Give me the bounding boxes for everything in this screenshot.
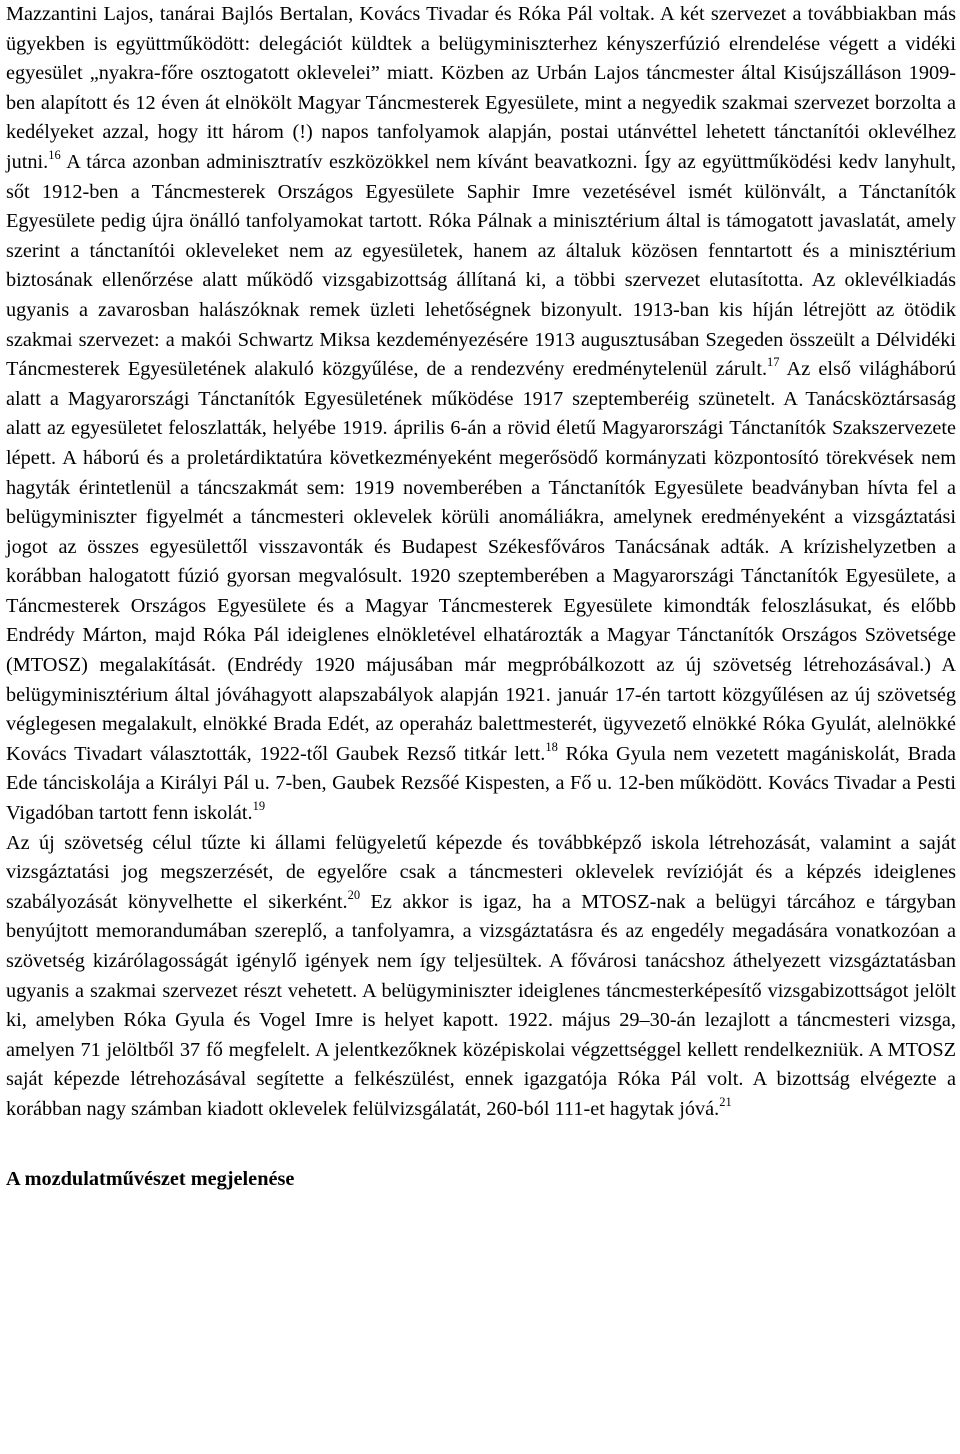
paragraph-text: Ez akkor is igaz, ha a MTOSZ-nak a belügyi tárcához e tárgyban benyújtott memorandumában szereplő, a tanfolyamra, a vizsgáztatásra és az engedély megadására vonatkozóan a szövetség kizárólagosságát igénylő igények nem így teljesültek. A fővárosi tanácshoz áthelyezett vizsgáztatásban ugyanis a szakmai szervezet részt vehetett. A belügyminiszter ideiglenes táncmesterképesítő vizsgabizottságot jelölt ki, amelyben Róka Gyula és Vogel Imre is helyet kapott. 1922. május 29–30-án lezajlott a táncmesteri vizsga, amelyen 71 jelöltből 37 fő megfelelt. A jelentkezőknek középiskolai végzettséggel kellett rendelkezniük. A MTOSZ saját képezde létrehozásával segítette a felkészülést, ennek igazgatója Róka Pál volt. A bizottság elvégezte a korábban nagy számban kiadott oklevelek felülvizsgálatát, 260-ból 111-et hagytak jóvá. [6,890,956,1120]
paragraph-text: A tárca azonban adminisztratív eszközökkel nem kívánt beavatkozni. Így az együttműködési kedv lanyhult, sőt 1912-ben a Táncmesterek Országos Egyesülete Saphir Imre vezetésével ismét különvált, a Tánctanítók Egyesülete pedig újra önálló tanfolyamokat tartott. Róka Pálnak a minisztérium által is támogatott javaslatát, amely szerint a tánctanítói okleveleket nem az egyesületek, hanem az általuk közösen fenntartott és a minisztérium biztosának ellenőrzése alatt működő vizsgabizottság állítaná ki, a többi szervezet elutasította. Az oklevélkiadás ugyanis a zavarosban halászóknak remek üzleti lehetőségnek bizonyult. 1913-ban kis híján létrejött az ötödik szakmai szervezet: a makói Schwartz Miksa kezdeményezésére 1913 augusztusában Szegeden összeült a Délvidéki Táncmesterek Egyesületének alakuló közgyűlése, de a rendezvény eredménytelenül zárult. [6,150,956,381]
paragraph-1 [6,0,956,829]
footnote-ref[interactable]: 21 [719,1095,732,1110]
paragraph-text: Mazzantini Lajos, tanárai Bajlós Bertalan, Kovács Tivadar és Róka Pál voltak. A két szervezet a továbbiakban más ügyekben is együttműködött: delegációt küldtek a belügyminiszterhez kényszerfúzió elrendelése végett a vidéki egyesület „nyakra-főre osztogatott oklevelei” miatt. Közben az Urbán Lajos táncmester által Kisújszálláson 1909-ben alapított és 12 éven át elnökölt Magyar Táncmesterek Egyesülete, mint a negyedik szakmai szervezet borzolta a kedélyeket azzal, hogy itt három (!) napos tanfolyamok alapján, postai utánvéttel lehetett tánctanítói oklevélhez jutni. [6,3,956,173]
paragraph-text: Az első világháború alatt a Magyarországi Tánctanítók Egyesületének működése 1917 szeptemberéig szünetelt. A Tanácsköztársaság alatt az egyesületet feloszlatták, helyébe 1919. április 6-án a rövid életű Magyarországi Tánctanítók Szakszervezete lépett. A háború és a proletárdiktatúra következményeként megerősödő kormányzati központosító törekvések nem hagyták érintetlenül a táncszakmát sem: 1919 novemberében a Tánctanítók Egyesülete beadványban hívta fel a belügyminiszter figyelmét a táncmesteri oklevelek körüli anomáliákra, amelynek eredményeként a vizsgáztatási jogot az összes egyesülettől visszavonták és Budapest Székesfőváros Tanácsának adták. A krízishelyzetben a korábban halogatott fúzió gyorsan megvalósult. 1920 szeptemberében a Magyarországi Tánctanítók Egyesülete, a Táncmesterek Országos Egyesülete és a Magyar Táncmesterek Egyesülete kimondták feloszlásukat, és előbb Endrédy Márton, majd Róka Pál ideiglenes elnökletével elhatározták a Magyar Tánctanítók Országos Szövetsége (MTOSZ) megalakítását. (Endrédy 1920 májusában már megpróbálkozott az új szövetség létrehozásával.) A belügyminisztérium által jóváhagyott alapszabályok alapján 1921. január 17-én tartott közgyűlésen az új szövetség véglegesen megalakult, elnökké Brada Edét, az operaház balettmesterét, ügyvezető elnökké Róka Gyulát, alelnökké Kovács Tivadart választották, 1922-től Gaubek Rezső titkár lett. [6,358,956,765]
footnote-ref[interactable]: 19 [252,799,266,814]
paragraph-text: Róka Gyula nem vezetett magániskolát, Brada Ede tánciskolája a Királyi Pál u. 7-ben, Gaubek Rezsőé Kispesten, a Fő u. 12-ben működött. Kovács Tivadar a Pesti Vigadóban tartott fenn iskolát. [6,742,956,825]
footnote-ref[interactable]: 16 [48,148,61,163]
section-heading: A mozdulatművészet megjelenése [6,1167,295,1190]
section-spacer [6,1125,956,1165]
paragraph-2 [6,829,956,1125]
footnote-ref[interactable]: 20 [347,888,361,903]
document-page [6,0,956,1194]
footnote-ref[interactable]: 18 [545,740,558,755]
paragraph-text: Az új szövetség célul tűzte ki állami felügyeletű képezde és továbbképző iskola létrehozását, valamint a saját vizsgáztatási jog megszerzését, de egyelőre csak a táncmesteri oklevelek revízióját és a képzés ideiglenes szabályozását könyvelhette el sikerként. [6,831,956,913]
footnote-ref[interactable]: 17 [767,355,780,370]
